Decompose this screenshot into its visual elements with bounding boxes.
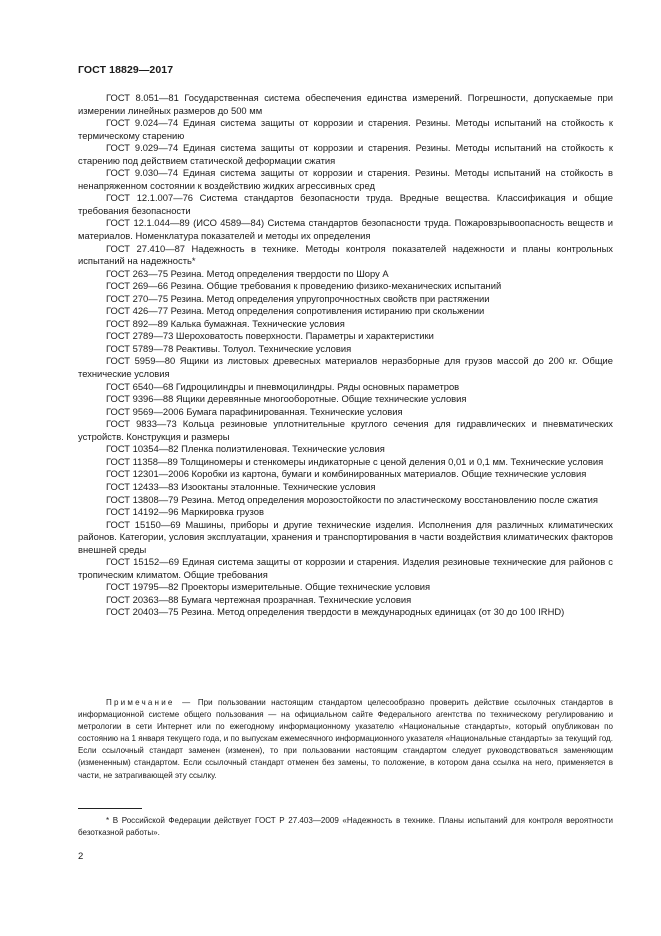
reference-item: ГОСТ 269—66 Резина. Общие требования к проведению физико-механических испытаний [106, 280, 502, 292]
reference-item: ГОСТ 12.1.007—76 Система стандартов безопасности труда. Вредные вещества. Классификация и общие требования безопасности [78, 192, 613, 216]
reference-item: ГОСТ 9833—73 Кольца резиновые уплотнительные круглого сечения для гидравлических и пневматических устройств. Конструкция и размеры [78, 418, 613, 442]
reference-item: ГОСТ 9.030—74 Единая система защиты от коррозии и старения. Резины. Методы испытаний на стойкость в ненапряженном состоянии к воздействию жидких агрессивных сред [78, 167, 613, 191]
reference-item: ГОСТ 892—89 Калька бумажная. Технические условия [106, 317, 345, 329]
normative-references-list [78, 92, 613, 619]
reference-item: ГОСТ 20403—75 Резина. Метод определения твердости в международных единицах (от 30 до 100 IRHD) [106, 606, 565, 618]
reference-item: ГОСТ 20363—88 Бумага чертежная прозрачная. Технические условия [106, 593, 412, 605]
reference-item: ГОСТ 12.1.044—89 (ИСО 4589—84) Система стандартов безопасности труда. Пожаровзрывоопасность веществ и материалов. Номенклатура показателей и методы их определения [78, 217, 613, 242]
reference-item: ГОСТ 11358—89 Толщиномеры и стенкомеры индикаторные с ценой деления 0,01 и 0,1 мм. Технические условия [106, 455, 604, 467]
reference-item: ГОСТ 9569—2006 Бумага парафинированная. Технические условия [106, 405, 403, 417]
reference-item: ГОСТ 8.051—81 Государственная система обеспечения единства измерений. Погрешности, допускаемые при измерении линейных размеров до 500 мм [78, 92, 613, 116]
note-paragraph [78, 697, 613, 782]
reference-item: ГОСТ 9396—88 Ящики деревянные многооборотные. Общие технические условия [106, 393, 467, 405]
reference-item: ГОСТ 10354—82 Пленка полиэтиленовая. Технические условия [106, 443, 385, 455]
reference-item: ГОСТ 9.024—74 Единая система защиты от коррозии и старения. Резины. Методы испытаний на стойкость к термическому старению [78, 117, 613, 141]
reference-item: ГОСТ 13808—79 Резина. Метод определения морозостойкости по эластическому восстановлению после сжатия [106, 493, 598, 505]
reference-item: ГОСТ 263—75 Резина. Метод определения твердости по Шору А [106, 267, 389, 279]
footnote: * В Российской Федерации действует ГОСТ Р 27.403—2009 «Надежность в технике. Планы испытаний для контроля вероятности безотказной работы». [78, 816, 613, 837]
reference-item: ГОСТ 5959—80 Ящики из листовых древесных материалов неразборные для грузов массой до 200 кг. Общие технические условия [78, 355, 613, 380]
reference-item: ГОСТ 270—75 Резина. Метод определения упругопрочностных свойств при растяжении [106, 292, 490, 304]
document-header: ГОСТ 18829—2017 [78, 64, 174, 76]
reference-item: ГОСТ 2789—73 Шероховатость поверхности. Параметры и характеристики [106, 330, 434, 342]
reference-item: ГОСТ 5789—78 Реактивы. Толуол. Технические условия [106, 342, 352, 354]
note-text: При пользовании настоящим стандартом целесообразно проверить действие ссылочных стандартов в информационной системе общего пользования — на официальном сайте Федерального агентства по техническому регулированию и метрологии в сети Интернет или по ежегодному информационному указателю «Национальные стандарты», который опубликован по состоянию на 1 января текущего года, и по выпускам ежемесячного информационного указателя «Национальные стандарты» за текущий год. Если ссылочный стандарт заменен (изменен), то при пользовании настоящим стандартом следует руководствоваться заменяющим (измененным) стандартом. Если ссылочный стандарт отменен без замены, то положение, в котором дана ссылка на него, применяется в части, не затрагивающей эту ссылку. [78, 698, 613, 780]
reference-item: ГОСТ 15152—69 Единая система защиты от коррозии и старения. Изделия резиновые технические для районов с тропическим климатом. Общие требования [78, 556, 613, 580]
note-label: Примечание — [106, 698, 193, 707]
page-number: 2 [78, 851, 84, 862]
footnote-divider [78, 808, 142, 809]
reference-item: ГОСТ 14192—96 Маркировка грузов [106, 506, 264, 518]
reference-item: ГОСТ 9.029—74 Единая система защиты от коррозии и старения. Резины. Методы испытаний на стойкость к старению под действием статической деформации сжатия [78, 142, 613, 166]
reference-item: ГОСТ 19795—82 Проекторы измерительные. Общие технические условия [106, 581, 431, 593]
reference-item: ГОСТ 12301—2006 Коробки из картона, бумаги и комбинированных материалов. Общие технические условия [106, 468, 587, 480]
reference-item: ГОСТ 15150—69 Машины, приборы и другие технические изделия. Исполнения для различных климатических районов. Категории, условия эксплуатации, хранения и транспортирования в части воздействия климатических факторов внешней среды [78, 518, 613, 555]
reference-item: ГОСТ 6540—68 Гидроцилиндры и пневмоцилиндры. Ряды основных параметров [106, 380, 460, 392]
reference-item: ГОСТ 12433—83 Изооктаны эталонные. Технические условия [106, 480, 376, 492]
reference-item: ГОСТ 27.410—87 Надежность в технике. Методы контроля показателей надежности и планы контрольных испытаний на надежность* [78, 242, 613, 267]
reference-item: ГОСТ 426—77 Резина. Метод определения сопротивления истиранию при скольжении [106, 305, 485, 317]
